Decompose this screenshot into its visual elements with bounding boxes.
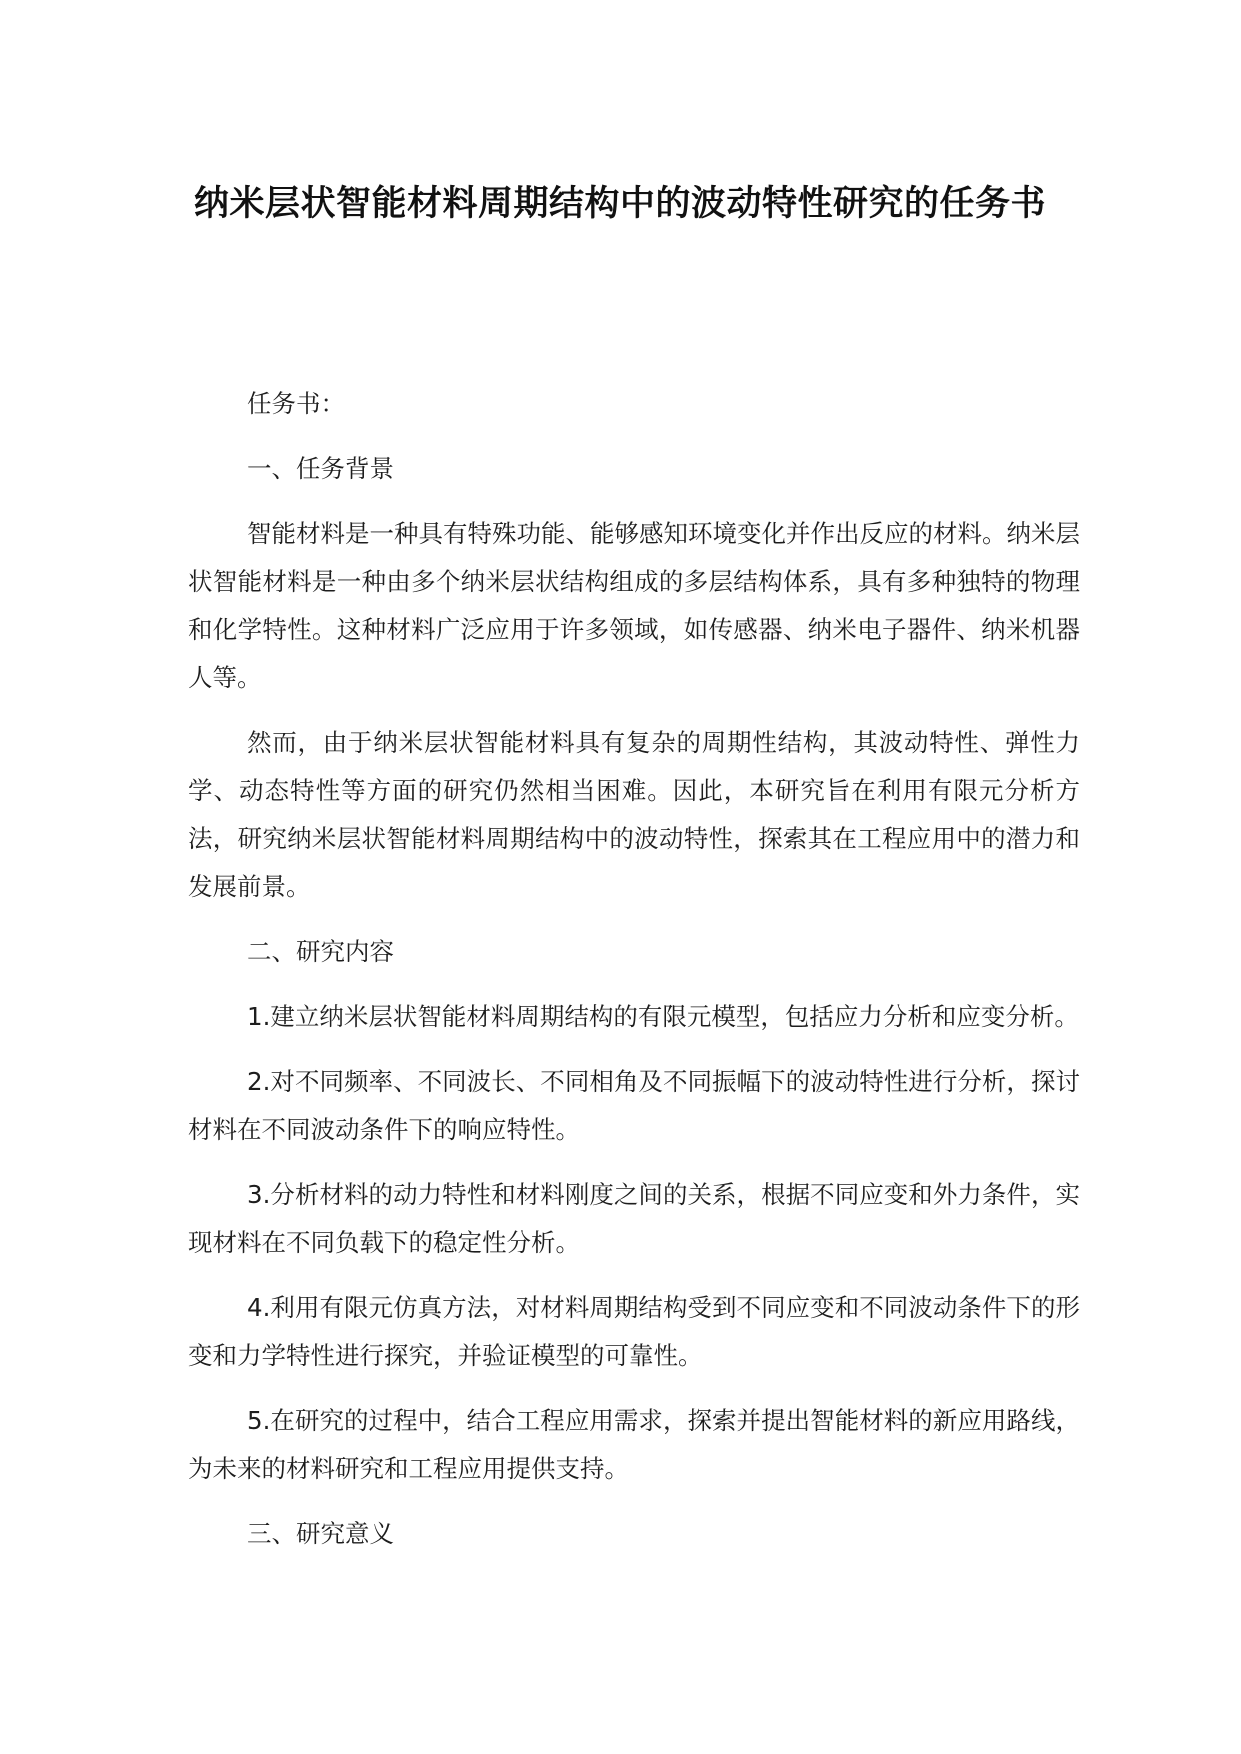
document-body bbox=[188, 380, 1080, 1575]
section-heading-significance: 三、研究意义 bbox=[247, 1519, 394, 1548]
section-heading-content: 二、研究内容 bbox=[247, 937, 394, 966]
list-item-1: 1.建立纳米层状智能材料周期结构的有限元模型，包括应力分析和应变分析。 bbox=[247, 1002, 1079, 1031]
list-item-5: 5.在研究的过程中，结合工程应用需求，探索并提出智能材料的新应用路线，为未来的材料研究和工程应用提供支持。 bbox=[188, 1406, 1080, 1483]
list-item-4: 4.利用有限元仿真方法，对材料周期结构受到不同应变和不同波动条件下的形变和力学特性进行探究，并验证模型的可靠性。 bbox=[188, 1293, 1080, 1370]
paragraph-smart-materials: 智能材料是一种具有特殊功能、能够感知环境变化并作出反应的材料。纳米层状智能材料是一种由多个纳米层状结构组成的多层结构体系，具有多种独特的物理和化学特性。这种材料广泛应用于许多领域，如传感器、纳米电子器件、纳米机器人等。 bbox=[188, 519, 1080, 692]
section-heading-background: 一、任务背景 bbox=[247, 454, 394, 483]
task-label: 任务书： bbox=[247, 389, 345, 418]
document-title: 纳米层状智能材料周期结构中的波动特性研究的任务书 bbox=[193, 184, 1046, 224]
paragraph-research-aim: 然而，由于纳米层状智能材料具有复杂的周期性结构，其波动特性、弹性力学、动态特性等方面的研究仍然相当困难。因此，本研究旨在利用有限元分析方法，研究纳米层状智能材料周期结构中的波动特性，探索其在工程应用中的潜力和发展前景。 bbox=[188, 728, 1080, 901]
list-item-2: 2.对不同频率、不同波长、不同相角及不同振幅下的波动特性进行分析，探讨材料在不同波动条件下的响应特性。 bbox=[188, 1067, 1080, 1144]
list-item-3: 3.分析材料的动力特性和材料刚度之间的关系，根据不同应变和外力条件，实现材料在不同负载下的稳定性分析。 bbox=[188, 1180, 1080, 1257]
